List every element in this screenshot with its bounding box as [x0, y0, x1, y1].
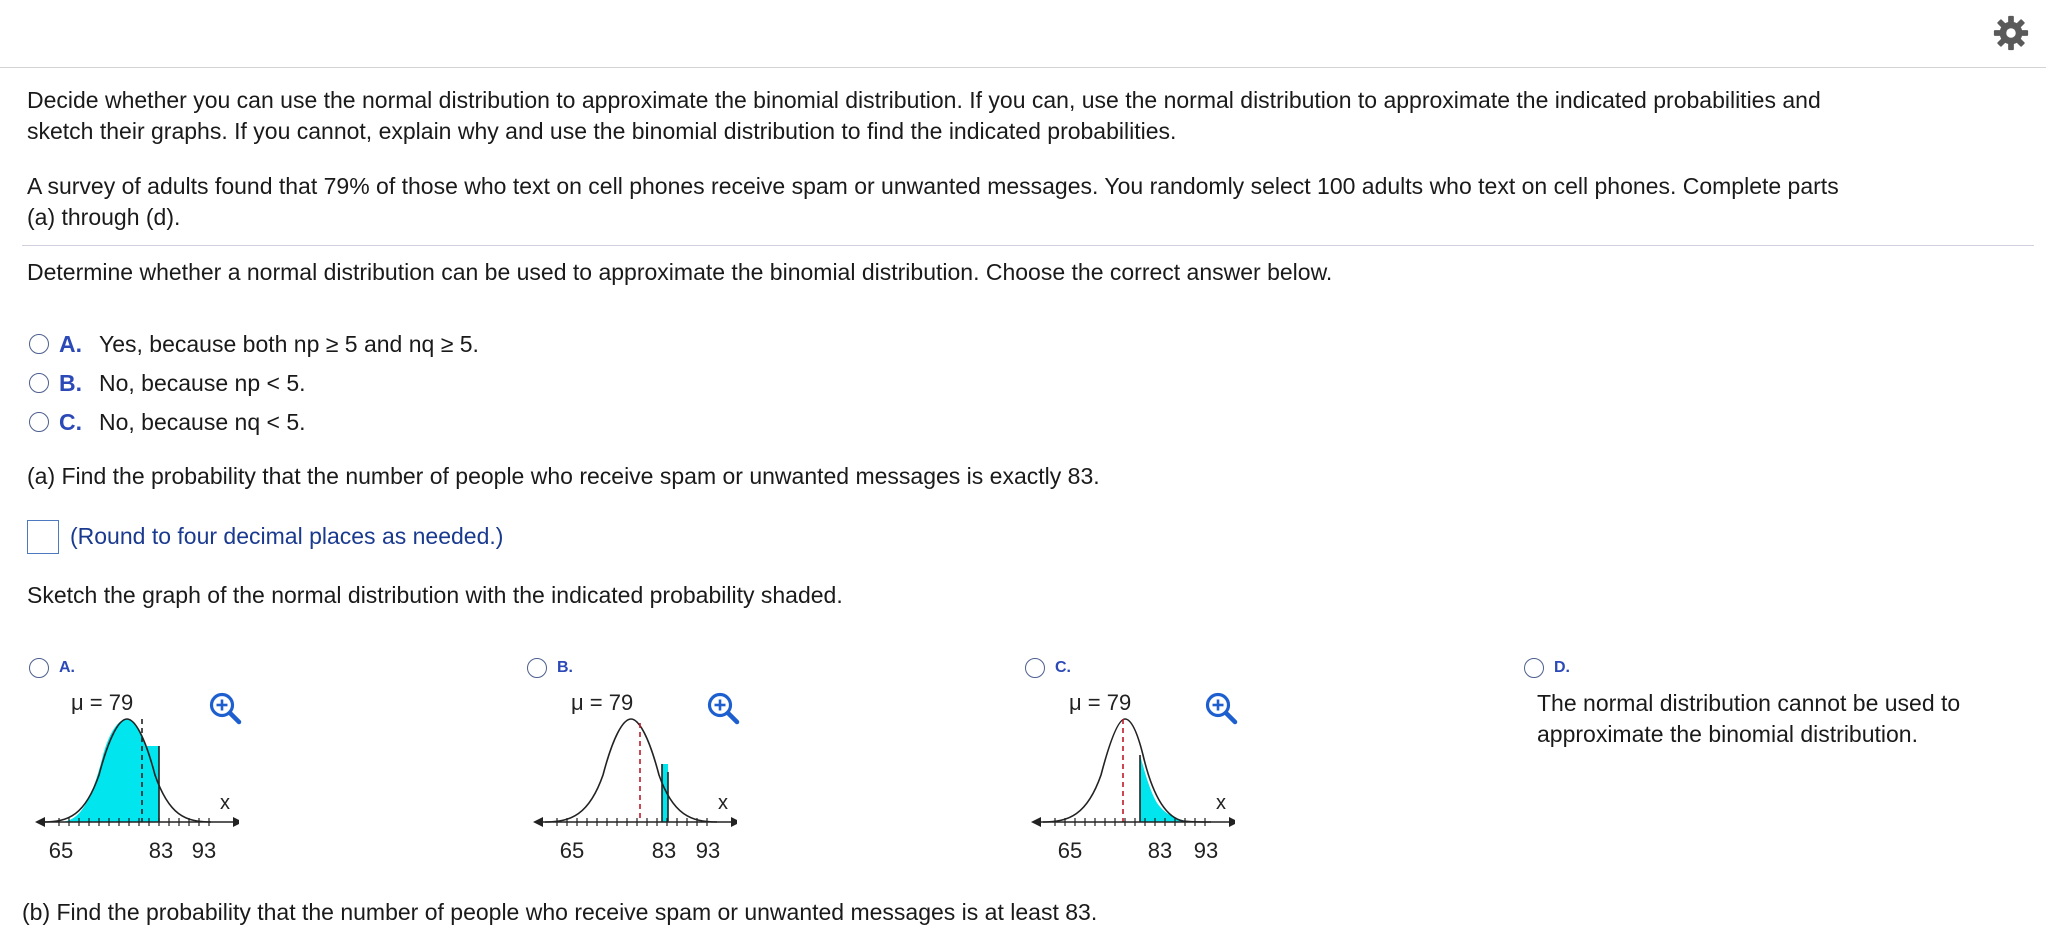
axis-arrow-right: [233, 817, 239, 827]
option-d-line-2: approximate the binomial distribution.: [1537, 721, 1918, 747]
tick-label-65: 65: [559, 838, 585, 863]
option-letter: A.: [59, 330, 82, 357]
zoom-in-icon[interactable]: [208, 691, 242, 725]
scenario-line-1: A survey of adults found that 79% of those who text on cell phones receive spam or unwanted messages. You randomly select 100 adults who text on cell phones. Complete parts: [27, 173, 1839, 199]
option-letter: B.: [557, 659, 573, 676]
option-d-text: [1537, 688, 1960, 750]
section-divider: [22, 245, 2034, 246]
graph-option-c[interactable]: [1025, 651, 1355, 881]
scenario-line-2: (a) through (d).: [27, 204, 181, 230]
radio-button[interactable]: [29, 373, 49, 393]
normal-curve: [1043, 719, 1211, 822]
option-letter: A.: [59, 659, 75, 676]
option-text: No, because nq < 5.: [99, 408, 306, 435]
option-letter: B.: [59, 369, 82, 396]
option-letter: C.: [1055, 659, 1071, 676]
tick-label-83: 83: [651, 838, 677, 863]
shaded-region: [59, 719, 159, 822]
tick-label-93: 93: [191, 838, 217, 863]
zoom-in-icon[interactable]: [706, 691, 740, 725]
question-prompt: Determine whether a normal distribution can be used to approximate the binomial distribution. Choose the correct answer below.: [27, 259, 1333, 285]
instructions-line-1: Decide whether you can use the normal distribution to approximate the binomial distribution. If you can, use the normal distribution to approximate the indicated probabilities and: [27, 87, 1821, 113]
tick-label-93: 93: [695, 838, 721, 863]
zoom-in-icon[interactable]: [1204, 691, 1238, 725]
part-b-prompt: (b) Find the probability that the number of people who receive spam or unwanted messages is at least 83.: [22, 899, 1098, 925]
axis-arrow-left: [1031, 817, 1041, 827]
radio-button[interactable]: [527, 658, 547, 678]
normal-curve: [545, 719, 717, 822]
answer-input[interactable]: [27, 520, 59, 554]
gear-icon[interactable]: [1992, 14, 2030, 52]
x-label: x: [220, 792, 230, 814]
axis-arrow-left: [533, 817, 543, 827]
option-d-line-1: The normal distribution cannot be used to: [1537, 690, 1961, 716]
graph-option-a[interactable]: [29, 651, 359, 881]
radio-button[interactable]: [29, 334, 49, 354]
rounding-note: (Round to four decimal places as needed.): [70, 523, 504, 549]
sketch-prompt: Sketch the graph of the normal distribution with the indicated probability shaded.: [27, 582, 843, 608]
option-c[interactable]: [29, 404, 306, 440]
radio-button[interactable]: [29, 658, 49, 678]
mu-label: μ = 79: [71, 691, 134, 715]
x-label: x: [1216, 792, 1226, 814]
radio-button[interactable]: [1524, 658, 1544, 678]
tick-label-65: 65: [1057, 838, 1083, 863]
option-text: No, because np < 5.: [99, 369, 306, 396]
graph-option-d[interactable]: [1524, 651, 2024, 881]
axis-arrow-left: [35, 817, 45, 827]
axis-arrow-right: [1229, 817, 1235, 827]
mu-label: μ = 79: [1069, 691, 1132, 715]
option-text: Yes, because both np ≥ 5 and nq ≥ 5.: [99, 330, 479, 357]
radio-button[interactable]: [29, 412, 49, 432]
option-a[interactable]: [29, 326, 479, 362]
tick-label-83: 83: [148, 838, 174, 863]
radio-button[interactable]: [1025, 658, 1045, 678]
graph-option-b[interactable]: [527, 651, 857, 881]
tick-label-83: 83: [1147, 838, 1173, 863]
option-letter: C.: [59, 408, 82, 435]
axis-arrow-right: [731, 817, 737, 827]
top-toolbar: [0, 0, 2046, 68]
option-b[interactable]: [29, 365, 306, 401]
shaded-region: [1140, 755, 1201, 822]
option-letter: D.: [1554, 659, 1570, 676]
instructions-line-2: sketch their graphs. If you cannot, explain why and use the binomial distribution to find the indicated probabilities.: [27, 118, 1177, 144]
tick-label-93: 93: [1193, 838, 1219, 863]
x-label: x: [718, 792, 728, 814]
mu-label: μ = 79: [571, 691, 634, 715]
tick-label-65: 65: [48, 838, 74, 863]
part-a-prompt: (a) Find the probability that the number of people who receive spam or unwanted messages is exactly 83.: [27, 463, 1100, 489]
